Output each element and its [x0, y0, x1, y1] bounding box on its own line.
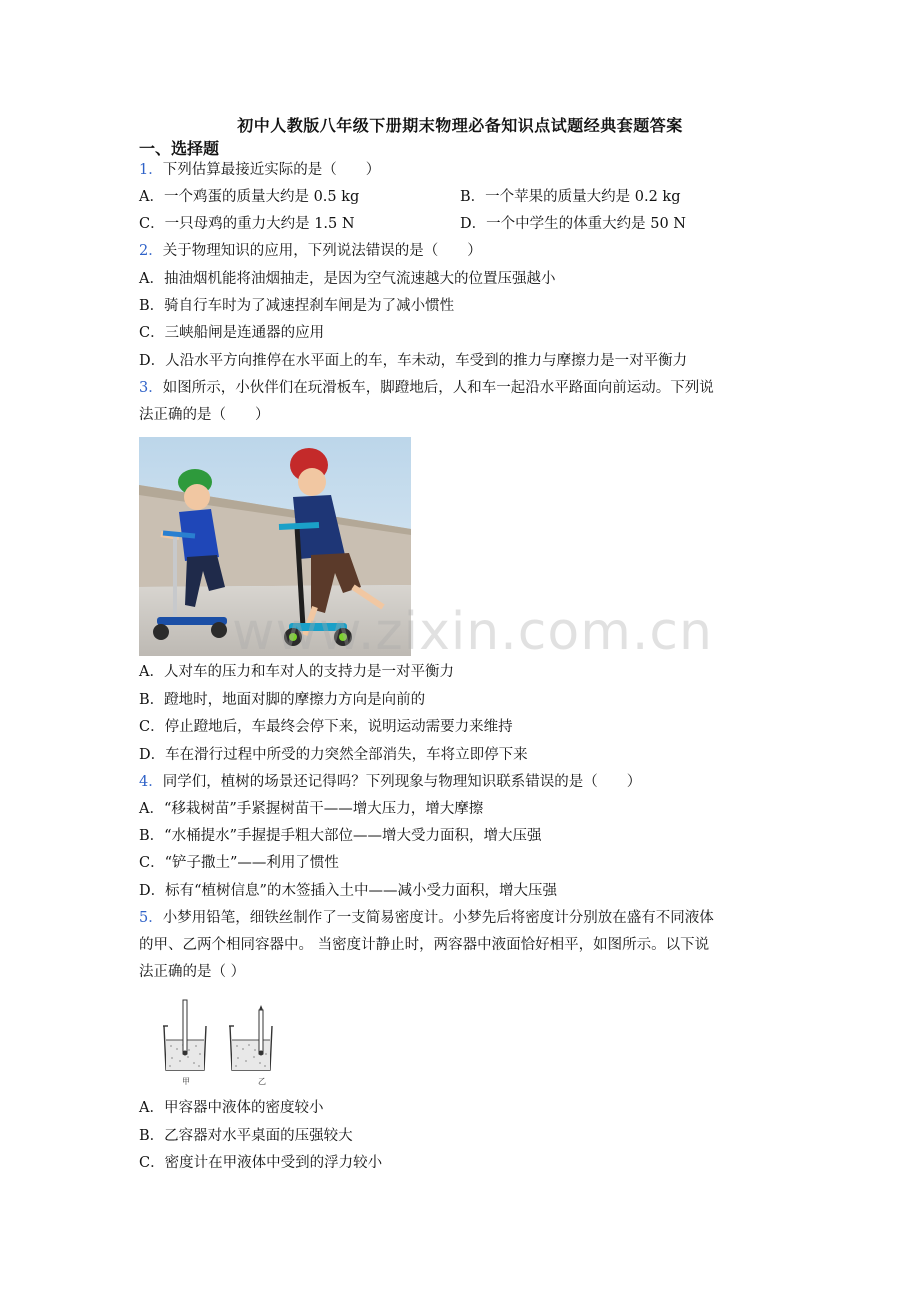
option-a: A．甲容器中液体的密度较小	[139, 1100, 324, 1116]
watermark: www.zixin.com.cn	[232, 602, 713, 662]
option-c: C．一只母鸡的重力大约是 1.5 N	[139, 216, 355, 232]
question-3-stem-cont: 法正确的是（ ）	[139, 407, 270, 423]
density-meter-figure	[158, 996, 278, 1088]
option-a: A．一个鸡蛋的质量大约是 0.5 kg	[139, 189, 360, 205]
question-3-stem	[139, 378, 714, 398]
question-5-stem	[139, 908, 714, 928]
question-number: 4．	[139, 774, 163, 790]
question-text: 关于物理知识的应用，下列说法错误的是（ ）	[162, 243, 482, 259]
option-a: A．“移栽树苗”手紧握树苗干——增大压力，增大摩擦	[139, 801, 484, 817]
option-d: D．一个中学生的体重大约是 50 N	[460, 216, 686, 232]
beaker-label-right: 乙	[258, 1077, 266, 1086]
question-text: 如图所示，小伙伴们在玩滑板车，脚蹬地后，人和车一起沿水平路面向前运动。下列说	[162, 380, 714, 396]
option-b: B．乙容器对水平桌面的压强较大	[139, 1128, 353, 1144]
option-d: D．人沿水平方向推停在水平面上的车，车未动，车受到的推力与摩擦力是一对平衡力	[139, 353, 688, 369]
option-c: C．密度计在甲液体中受到的浮力较小	[139, 1155, 383, 1171]
document-title: 初中人教版八年级下册期末物理必备知识点试题经典套题答案	[237, 116, 683, 135]
option-c: C．“铲子撒土”——利用了惯性	[139, 855, 339, 871]
option-b: B．蹬地时，地面对脚的摩擦力方向是向前的	[139, 692, 426, 708]
beaker-label-left: 甲	[182, 1077, 190, 1086]
question-number: 3．	[139, 380, 163, 396]
option-b: B．“水桶提水”手握提手粗大部位——增大受力面积，增大压强	[139, 828, 542, 844]
question-text: 同学们，植树的场景还记得吗？下列现象与物理知识联系错误的是（ ）	[162, 774, 642, 790]
option-b: B．骑自行车时为了减速捏刹车闸是为了减小惯性	[139, 298, 455, 314]
question-1-stem	[139, 160, 380, 180]
question-5-stem-cont: 的甲、乙两个相同容器中。 当密度计静止时，两容器中液面恰好相平，如图所示。以下说	[139, 937, 710, 953]
question-4-stem	[139, 772, 641, 792]
question-text: 小梦用铅笔，细铁丝制作了一支简易密度计。小梦先后将密度计分别放在盛有不同液体	[162, 910, 714, 926]
question-number: 1．	[139, 162, 163, 178]
option-b: B．一个苹果的质量大约是 0.2 kg	[460, 189, 681, 205]
section-heading: 一、选择题	[139, 139, 220, 158]
question-text: 下列估算最接近实际的是（ ）	[162, 162, 381, 178]
option-d: D．车在滑行过程中所受的力突然全部消失，车将立即停下来	[139, 747, 528, 763]
question-number: 2．	[139, 243, 163, 259]
option-c: C．三峡船闸是连通器的应用	[139, 325, 325, 341]
option-d: D．标有“植树信息”的木签插入土中——减小受力面积，增大压强	[139, 883, 557, 899]
question-2-stem	[139, 241, 482, 261]
option-c: C．停止蹬地后，车最终会停下来，说明运动需要力来维持	[139, 719, 513, 735]
question-number: 5．	[139, 910, 163, 926]
option-a: A．抽油烟机能将油烟抽走，是因为空气流速越大的位置压强越小	[139, 271, 556, 287]
question-5-stem-cont: 法正确的是（ ）	[139, 964, 246, 980]
option-a: A．人对车的压力和车对人的支持力是一对平衡力	[139, 664, 454, 680]
